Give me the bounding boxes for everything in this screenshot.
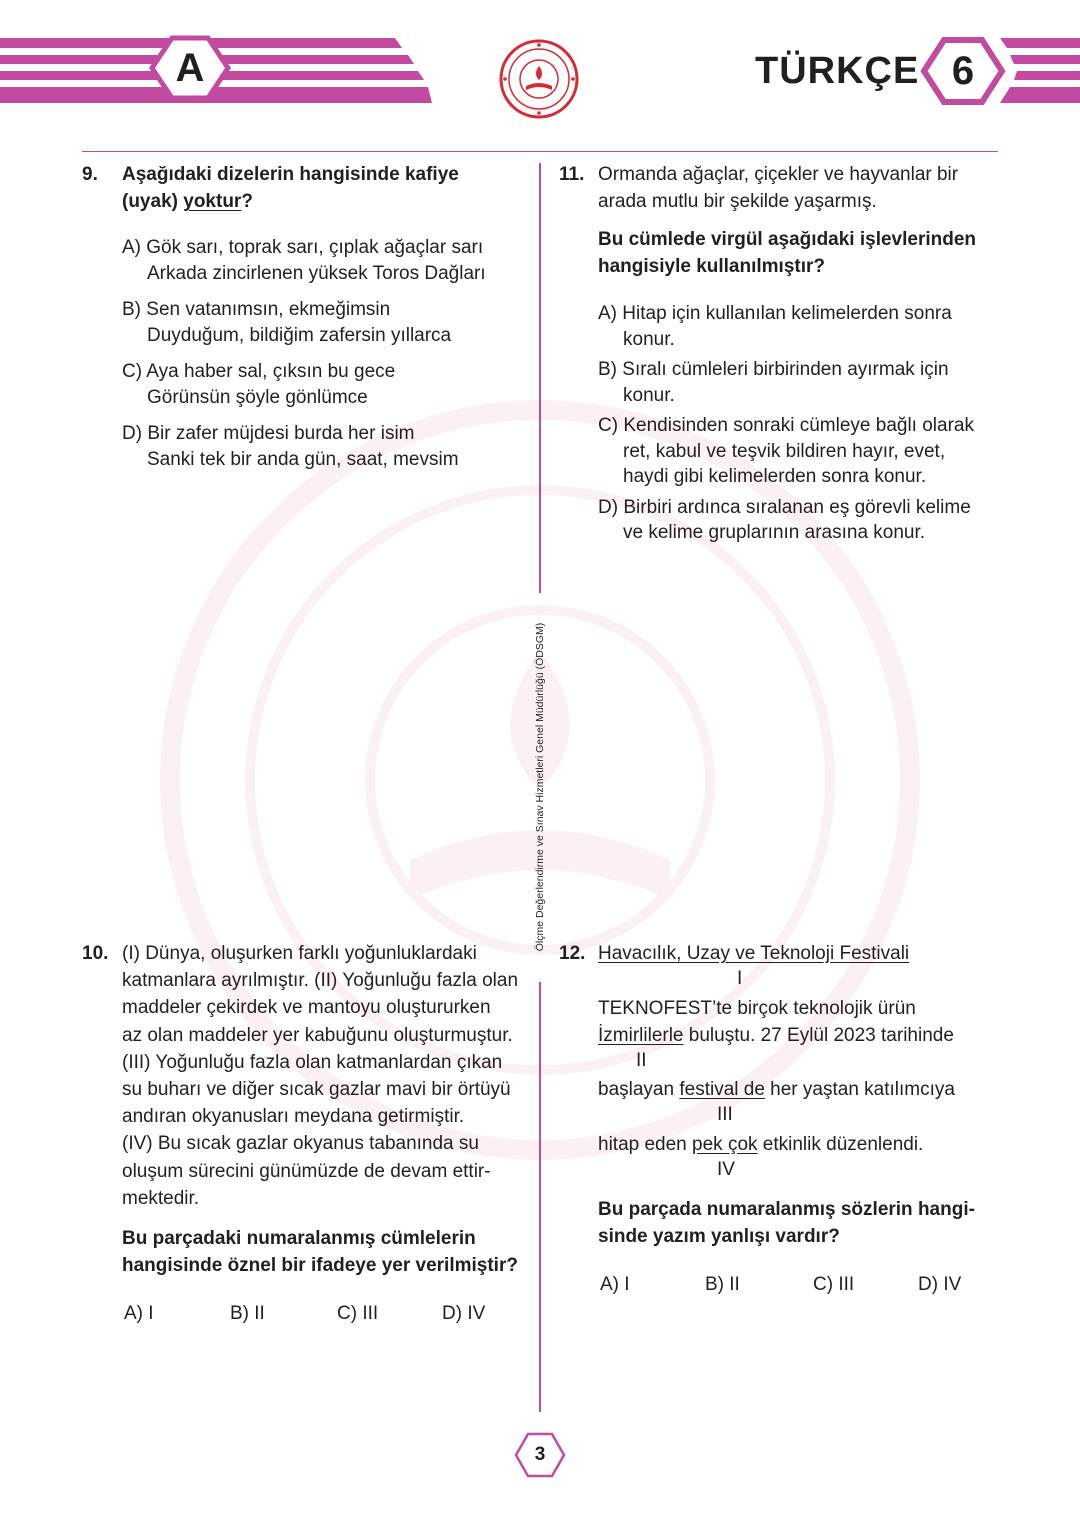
page-number: 3 [534, 1444, 546, 1465]
header-divider [82, 151, 998, 152]
column-divider-top [539, 163, 541, 593]
q9-options [122, 235, 532, 472]
q12-part-2: İzmirlilerle [598, 1024, 684, 1046]
q10-question: Bu parçadaki numaralanmış cümlelerin hangisinde öznel bir ifadeye yer verilmiştir? [122, 1228, 518, 1277]
q12-label-1: I [737, 968, 743, 989]
q11-number: 11. [559, 164, 585, 185]
q9-option-d[interactable]: D) Bir zafer müjdesi burda her isim Sanki tek bir anda gün, saat, mevsim [122, 423, 459, 470]
q10-passage: (I) Dünya, oluşurken farklı yoğunluklardaki katmanlara ayrılmıştır. (II) Yoğunluğu fazla olan maddeler çekirdek ve mantoyu oluştururken az olan maddeler yer kabuğunu oluşturmuştur. (III) Yoğunluğu fazla olan katmanlardan çıkan su buharı ve diğer sıcak gazlar mavi bir örtüyü andıran okyanusları meydana getirmiştir. (IV) Bu sıcak gazlar okyanus tabanında su oluşum sürecini günümüzde de devam ettir- mektedir. [122, 943, 519, 1209]
q9-stem-line1: Aşağıdaki dizelerin hangisinde kafiye [122, 164, 459, 185]
q12-part-3: festival de [679, 1079, 765, 1101]
q11-option-d[interactable]: D) Birbiri ardınca sıralanan eş görevli kelime ve kelime gruplarının arasına konur. [598, 496, 971, 543]
q9-stem [122, 161, 532, 215]
q10-option-d[interactable]: D) IV [442, 1303, 486, 1324]
q12-number: 12. [559, 943, 586, 964]
q11-option-b[interactable]: B) Sıralı cümleleri birbirinden ayırmak için konur. [598, 359, 949, 406]
grade-badge: 6 [951, 49, 975, 93]
q9-option-b[interactable]: B) Sen vatanımsın, ekmeğimsin Duyduğum, bildiğim zafersin yıllarca [122, 299, 452, 346]
odsgm-side-text: Ölçme Değerlendirme ve Sınav Hizmetleri Genel Müdürlüğü (ÖDSGM) [534, 622, 546, 952]
booklet-letter: A [175, 46, 205, 90]
q12-option-c[interactable]: C) III [813, 1274, 855, 1295]
q12-label-3: III [717, 1104, 733, 1125]
q11-option-a[interactable]: A) Hitap için kullanılan kelimelerden sonra konur. [598, 303, 952, 350]
q12-label-2: II [636, 1050, 647, 1071]
q9-stem-line2: (uyak) yoktur? [122, 191, 253, 213]
q11-sentence: Ormanda ağaçlar, çiçekler ve hayvanlar bir arada mutlu bir şekilde yaşarmış. [598, 164, 959, 213]
q12-label-4: IV [717, 1159, 735, 1180]
q9-negation-word: yoktur [183, 191, 242, 213]
q11-option-c[interactable]: C) Kendisinden sonraki cümleye bağlı olarak ret, kabul ve teşvik bildiren hayır, evet, haydi gibi kelimelerden sonra konur. [598, 415, 974, 487]
q12-option-b[interactable]: B) II [705, 1274, 740, 1295]
page-number-badge [514, 1432, 566, 1478]
column-divider-bottom [539, 982, 541, 1412]
q10-option-c[interactable]: C) III [337, 1303, 379, 1324]
q12-passage: Havacılık, Uzay ve Teknoloji Festivali TEKNOFEST’te birçok teknolojik ürün İzmirlilerle buluştu. 27 Eylül 2023 tarihinde başlayan festival de her yaştan katılımcıya hitap eden pek çok etkinlik düzenlendi. [598, 943, 955, 1156]
q9-number: 9. [82, 164, 98, 185]
q12-part-1: Havacılık, Uzay ve Teknoloji Festivali [598, 943, 910, 964]
q9-option-c[interactable]: C) Aya haber sal, çıksın bu gece Görünsün şöyle gönlümce [122, 361, 396, 408]
q9-option-a[interactable]: A) Gök sarı, toprak sarı, çıplak ağaçlar sarı Arkada zincirlenen yüksek Toros Dağları [122, 237, 486, 284]
q11-options [598, 301, 1018, 546]
q12-option-d[interactable]: D) IV [918, 1274, 962, 1295]
q10-number: 10. [82, 943, 109, 964]
q10-option-a[interactable]: A) I [124, 1303, 154, 1324]
q12-question: Bu parçada numaralanmış sözlerin hangi- sinde yazım yanlışı vardır? [598, 1199, 975, 1248]
q10-option-b[interactable]: B) II [230, 1303, 265, 1324]
q11-question: Bu cümlede virgül aşağıdaki işlevlerinden hangisiyle kullanılmıştır? [598, 229, 977, 278]
subject-title: TÜRKÇE [755, 50, 920, 92]
ministry-emblem-icon [498, 38, 580, 120]
q12-option-a[interactable]: A) I [600, 1274, 630, 1295]
q12-part-4: pek çok [692, 1134, 758, 1156]
